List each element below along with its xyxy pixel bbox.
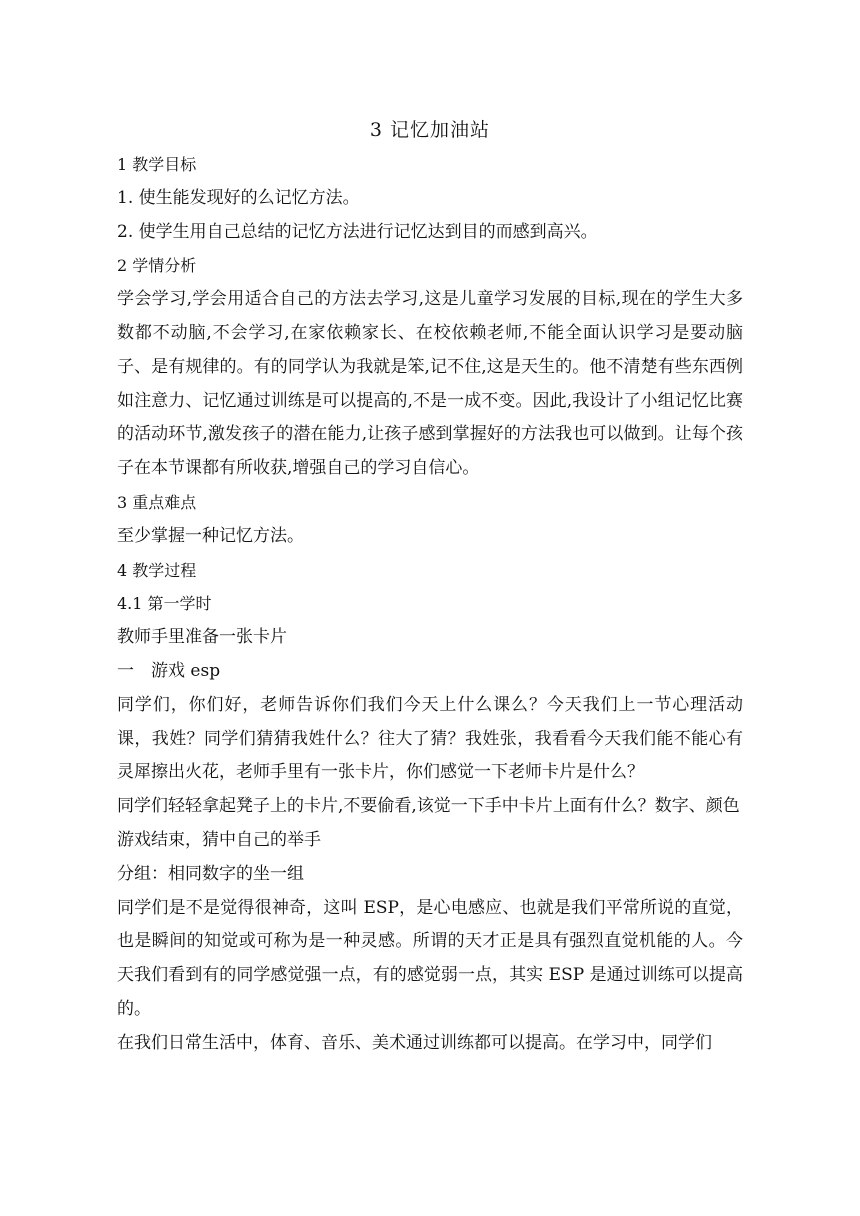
section-heading-analysis: 2 学情分析 [117, 256, 197, 276]
objective-item-1: 1. 使生能发现好的么记忆方法。 [117, 187, 360, 208]
esp-explanation-paragraph: 同学们是不是觉得很神奇，这叫 ESP，是心电感应、也就是我们平常所说的直觉，也是瞬间的知觉或可称为是一种灵感。所谓的天才正是具有强烈直觉机能的人。今天我们看到有的同学感觉强一点，有的感觉弱一点，其实 ESP 是通过训练可以提高的。 [117, 897, 743, 1019]
analysis-paragraph: 学会学习,学会用适合自己的方法去学习,这是儿童学习发展的目标,现在的学生大多数都不动脑,不会学习,在家依赖家长、在校依赖老师,不能全面认识学习是要动脑子、是有规律的。有的同学认为我就是笨,记不住,这是天生的。他不清楚有些东西例如注意力、记忆通过训练是可以提高的,不是一成不变。因此,我设计了小组记忆比赛的活动环节,激发孩子的潜在能力,让孩子感到掌握好的方法我也可以做到。让每个孩子在本节课都有所收获,增强自己的学习自信心。 [117, 289, 743, 479]
process-step-game: 一 游戏 esp [117, 660, 221, 681]
section-heading-objectives: 1 教学目标 [117, 155, 197, 174]
document-title: 3 记忆加油站 [369, 119, 491, 141]
process-text-card: 教师手里准备一张卡片 [117, 627, 287, 648]
game-end-text: 游戏结束，猜中自己的举手 [117, 829, 321, 850]
objective-item-2: 2. 使学生用自己总结的记忆方法进行记忆达到目的而感到高兴。 [117, 221, 598, 242]
training-paragraph: 在我们日常生活中，体育、音乐、美术通过训练都可以提高。在学习中，同学们 [117, 1032, 712, 1053]
grouping-text: 分组：相同数字的坐一组 [117, 863, 304, 884]
section-heading-key-points: 3 重点难点 [117, 492, 197, 512]
section-heading-process: 4 教学过程 [117, 560, 197, 580]
subsection-heading-lesson-1: 4.1 第一学时 [117, 594, 212, 614]
game-instruction-paragraph: 同学们轻轻拿起凳子上的卡片,不要偷看,该觉一下手中卡片上面有什么？数字、颜色 [117, 796, 740, 817]
key-points-text: 至少掌握一种记忆方法。 [117, 525, 304, 546]
game-intro-paragraph: 同学们，你们好，老师告诉你们我们今天上什么课么？今天我们上一节心理活动课，我姓？同学们猜猜我姓什么？往大了猜？我姓张，我看看今天我们能不能心有灵犀擦出火花，老师手里有一张卡片，你们感觉一下老师卡片是什么？ [117, 694, 743, 783]
document-body [117, 112, 743, 1061]
